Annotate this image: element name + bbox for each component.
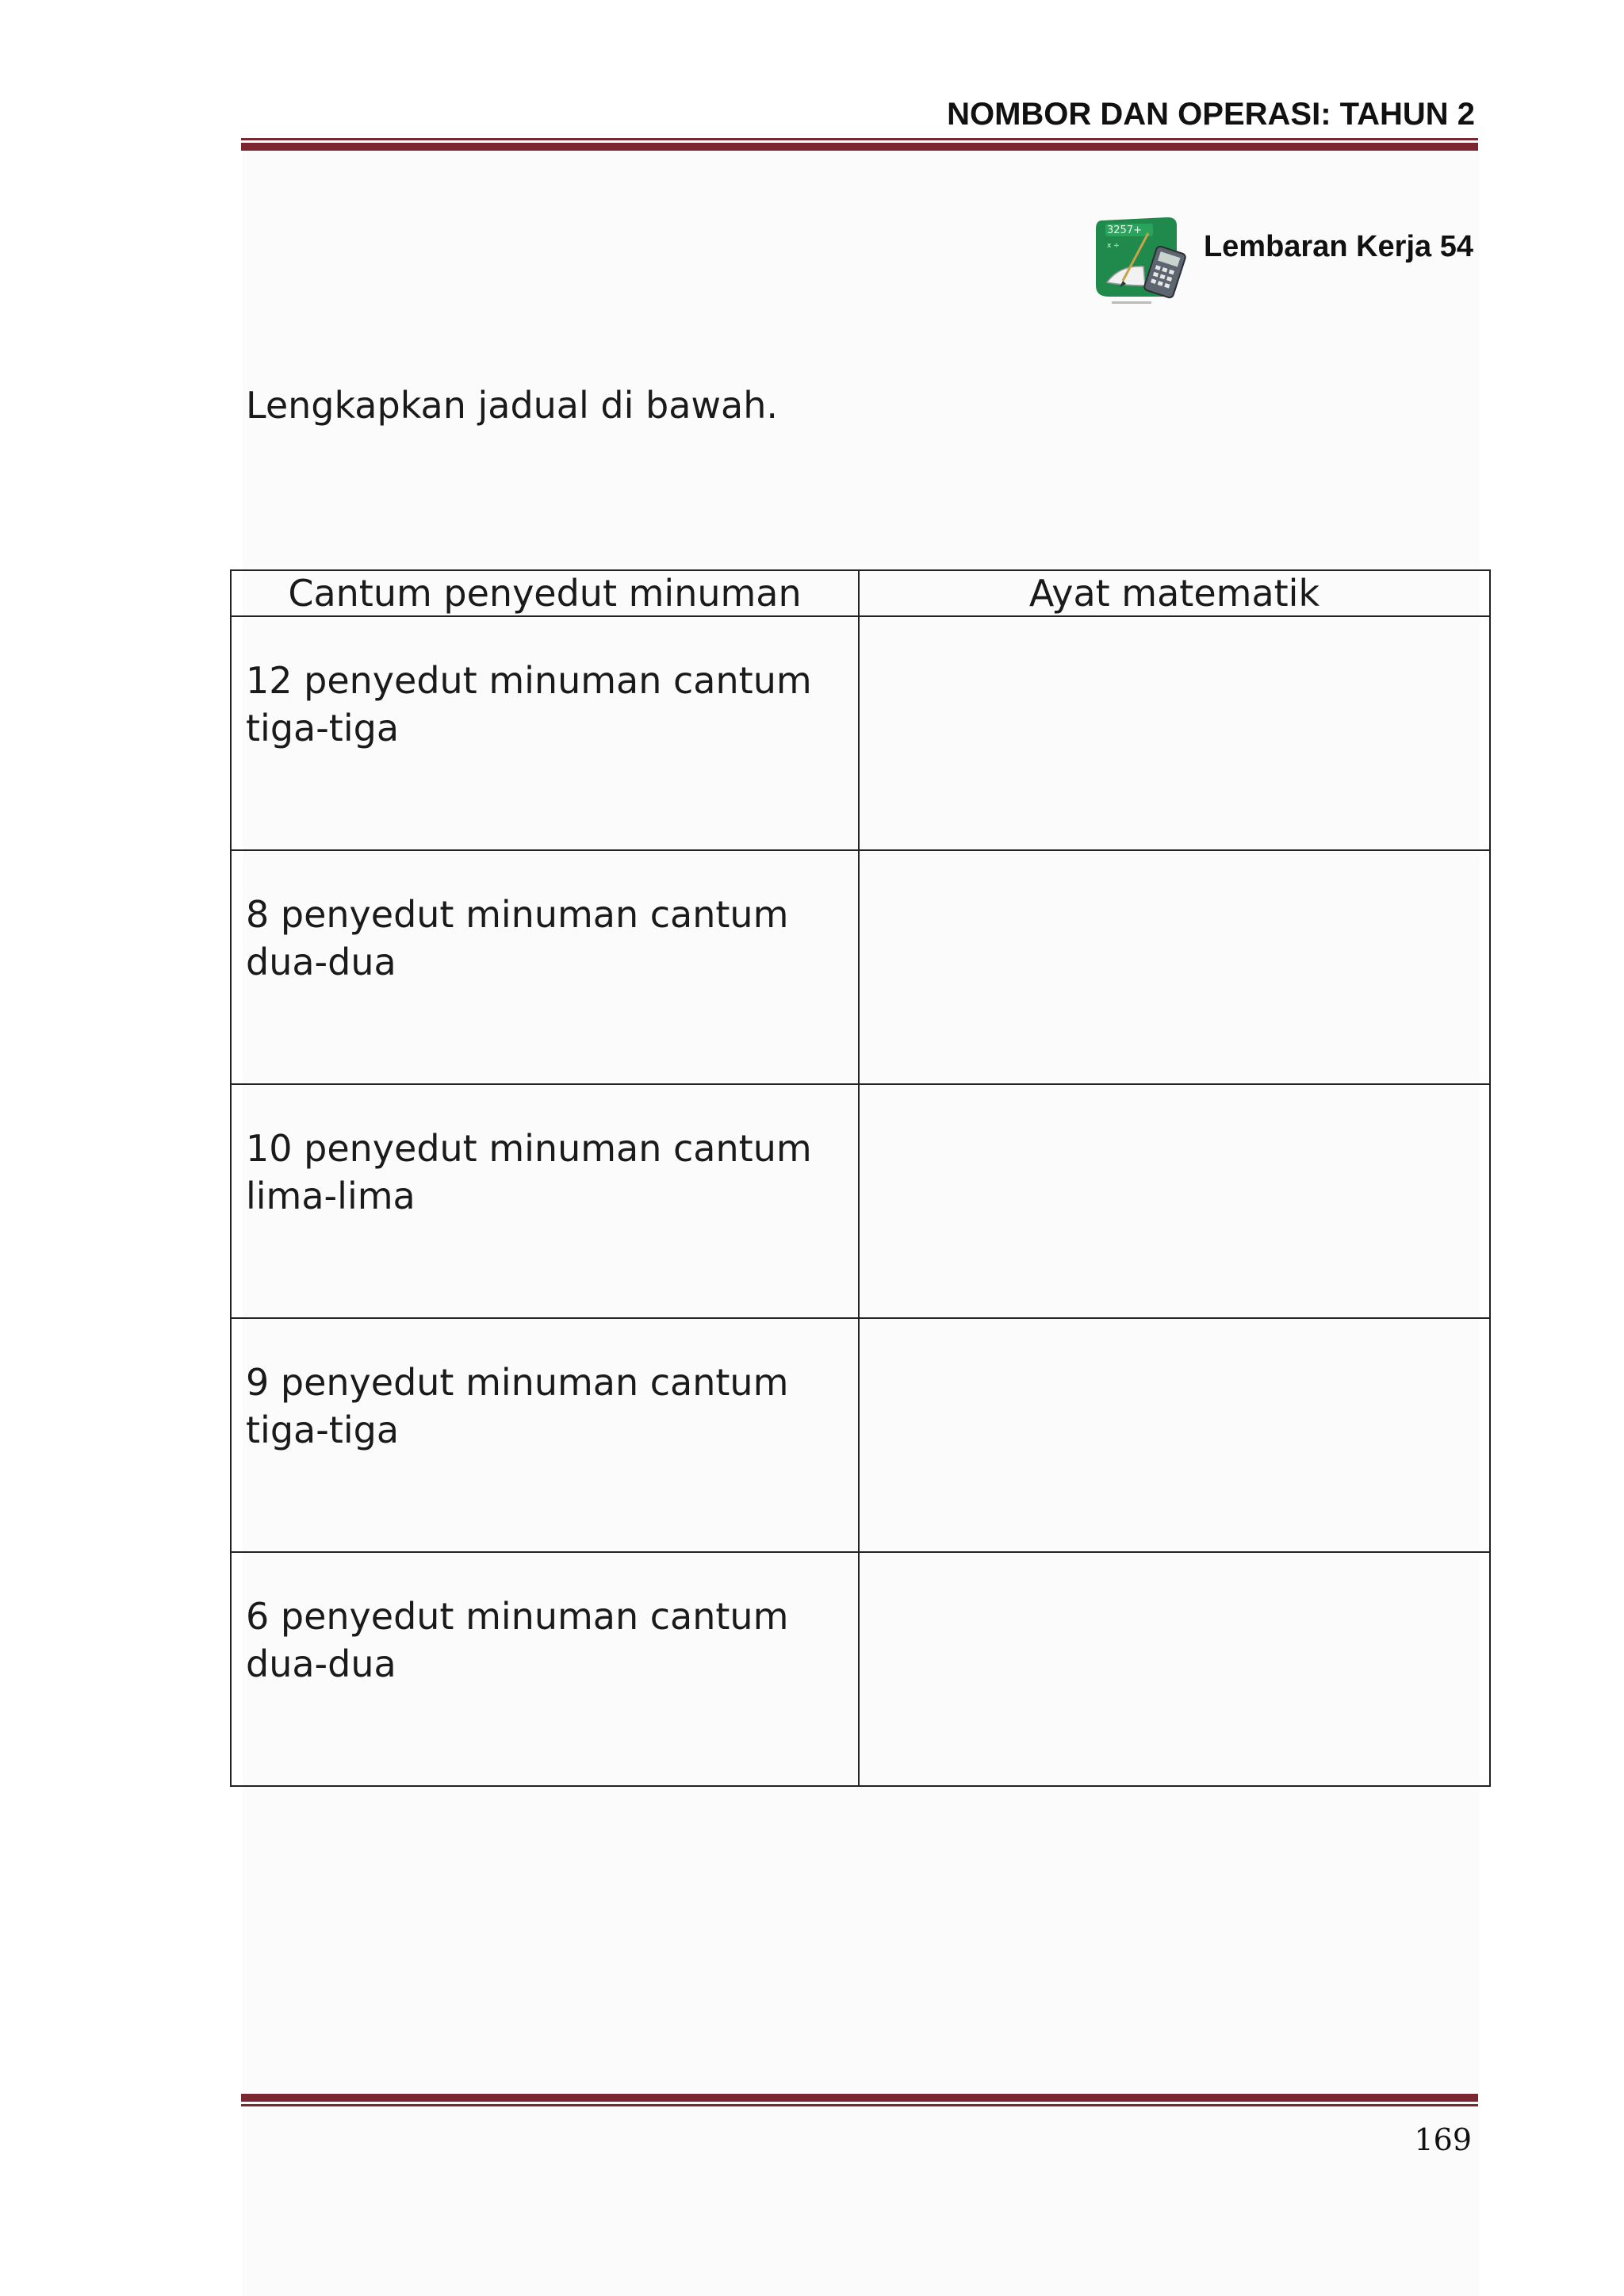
row-description: 9 penyedut minuman cantum tiga-tiga xyxy=(231,1318,859,1552)
page-number: 169 xyxy=(1414,2122,1472,2157)
table-row xyxy=(231,1318,1490,1552)
header-title: NOMBOR DAN OPERASI: TAHUN 2 xyxy=(947,97,1475,132)
instruction-text: Lengkapkan jadual di bawah. xyxy=(246,384,778,427)
table-row xyxy=(231,1084,1490,1318)
row-description: 10 penyedut minuman cantum lima-lima xyxy=(231,1084,859,1318)
row-description: 6 penyedut minuman cantum dua-dua xyxy=(231,1552,859,1786)
worksheet-label: Lembaran Kerja 54 xyxy=(1203,230,1473,263)
table-row xyxy=(231,850,1490,1084)
answer-cell[interactable] xyxy=(859,1552,1490,1786)
calculator-worksheet-icon xyxy=(1088,209,1191,309)
column-header-math-sentence: Ayat matematik xyxy=(859,570,1490,616)
answer-cell[interactable] xyxy=(859,1084,1490,1318)
header-rule xyxy=(241,138,1478,151)
answer-cell[interactable] xyxy=(859,1318,1490,1552)
table-header-row xyxy=(231,570,1490,616)
row-description: 12 penyedut minuman cantum tiga-tiga xyxy=(231,616,859,850)
table-row xyxy=(231,616,1490,850)
worksheet-table xyxy=(230,569,1491,1787)
row-description: 8 penyedut minuman cantum dua-dua xyxy=(231,850,859,1084)
svg-text:3257+: 3257+ xyxy=(1107,224,1142,236)
answer-cell[interactable] xyxy=(859,850,1490,1084)
answer-cell[interactable] xyxy=(859,616,1490,850)
table-row xyxy=(231,1552,1490,1786)
footer-rule xyxy=(241,2094,1478,2106)
svg-text:x ÷: x ÷ xyxy=(1107,242,1120,250)
column-header-description: Cantum penyedut minuman xyxy=(231,570,859,616)
